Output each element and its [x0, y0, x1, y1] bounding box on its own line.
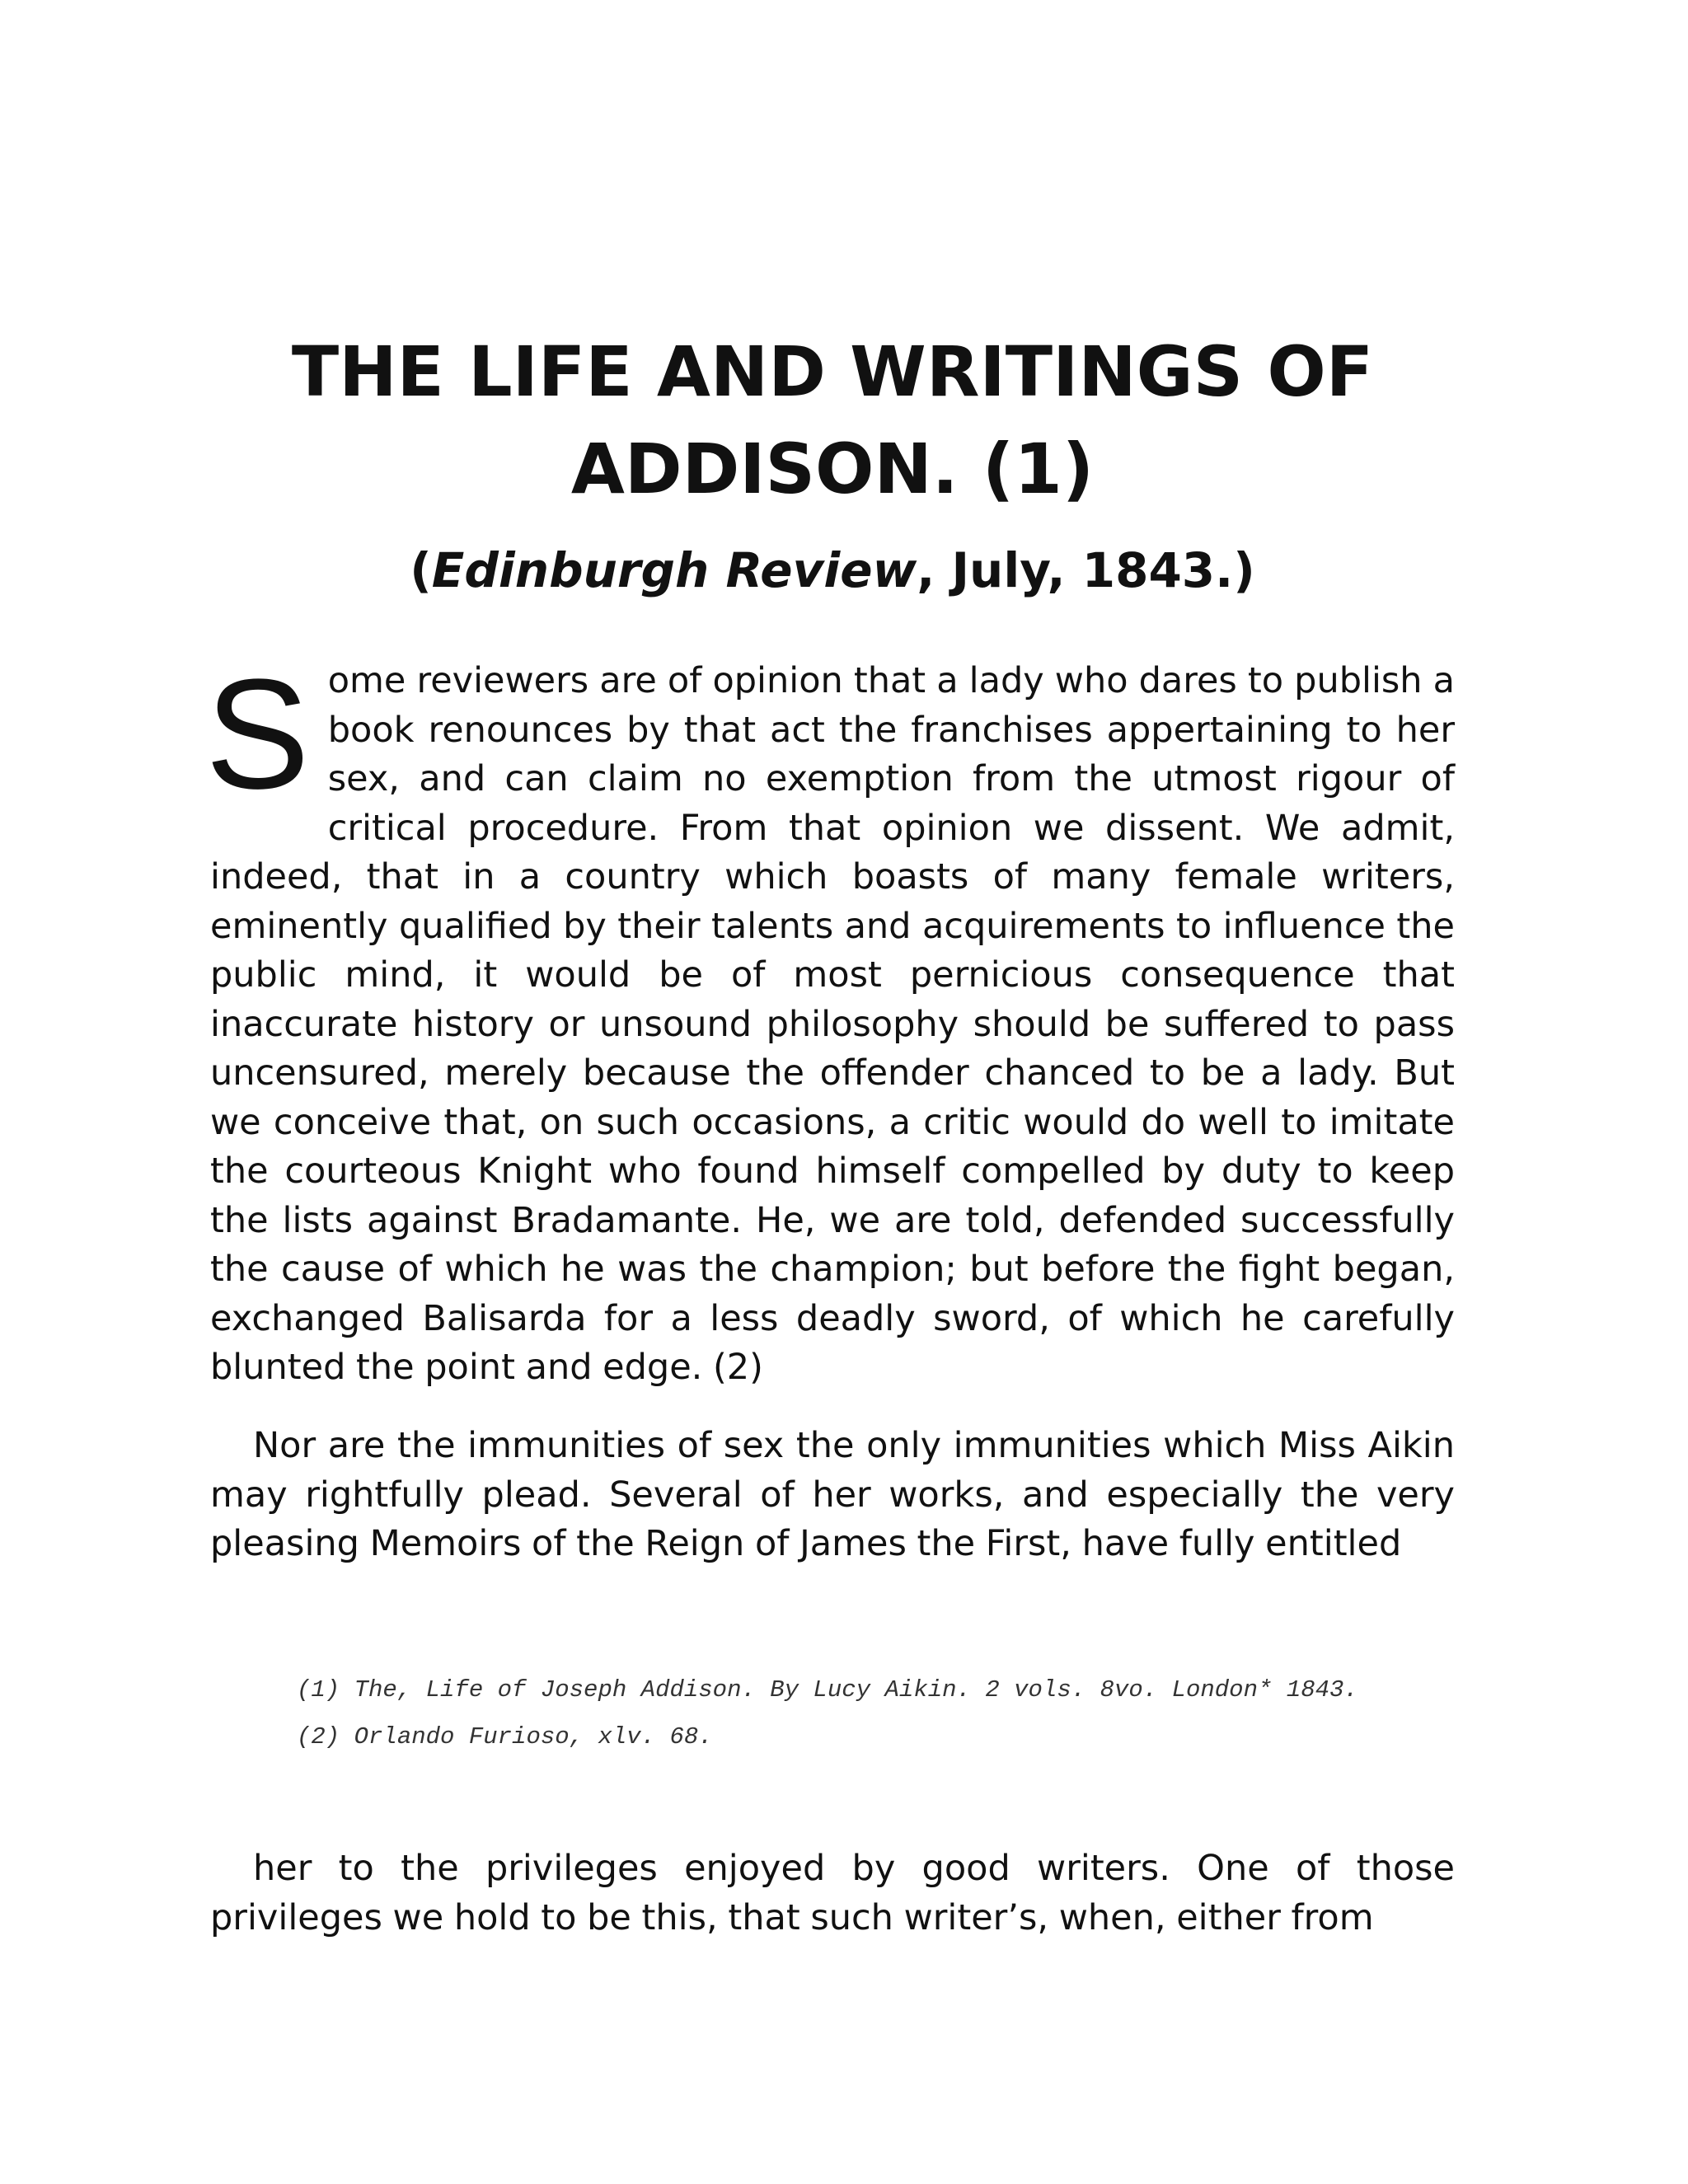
drop-cap: S — [205, 647, 310, 822]
title-line-2: ADDISON. (1) — [570, 429, 1095, 509]
footnote-1: (1) The, Life of Joseph Addison. By Lucy Aikin. 2 vols. 8vo. London* 1843. — [297, 1676, 1358, 1704]
title-line-1: THE LIFE AND WRITINGS OF — [291, 331, 1374, 412]
subtitle-date: , July, 1843.) — [917, 542, 1255, 598]
footnote-2: (2) Orlando Furioso, xlv. 68. — [297, 1723, 713, 1750]
subtitle-open-paren: ( — [410, 542, 432, 598]
subtitle-journal: Edinburgh Review — [431, 542, 917, 598]
page-subtitle — [210, 537, 1455, 603]
paragraph-1 — [205, 647, 1455, 1393]
page-title — [210, 323, 1455, 518]
paragraph-1-text: ome reviewers are of opinion that a lady who dares to publish a book renounces by that act the franchises appertaining to her sex, and can claim no exemption from the utmost rigour of critical procedure. From that opinion we dissent. We admit, indeed, that in a country which boasts of many female writers, eminently qualified by their talents and acquirements to influence the public mind, it would be of most pernicious consequence that inaccurate history or unsound philosophy should be suffered to pass uncensured, merely because the offender chanced to be a lady. But we conceive that, on such occasions, a critic would do well to imitate the courteous Knight who found himself compelled by duty to keep the lists against Bradamante. He, we are told, defended successfully the cause of which he was the champion; but before the fight began, exchanged Balisarda for a less deadly sword, of which he carefully blunted the point and edge. (2) — [210, 660, 1455, 1388]
footnotes — [297, 1675, 1368, 1769]
paragraph-3: her to the privileges enjoyed by good writers. One of those privileges we hold to be this, that such writer’s, when, either from — [210, 1848, 1455, 1938]
paragraph-2: Nor are the immunities of sex the only immunities which Miss Aikin may rightfully plead. Several of her works, and especially the very pleasing Memoirs of the Reign of James the First, have fully entitled — [210, 1425, 1455, 1564]
